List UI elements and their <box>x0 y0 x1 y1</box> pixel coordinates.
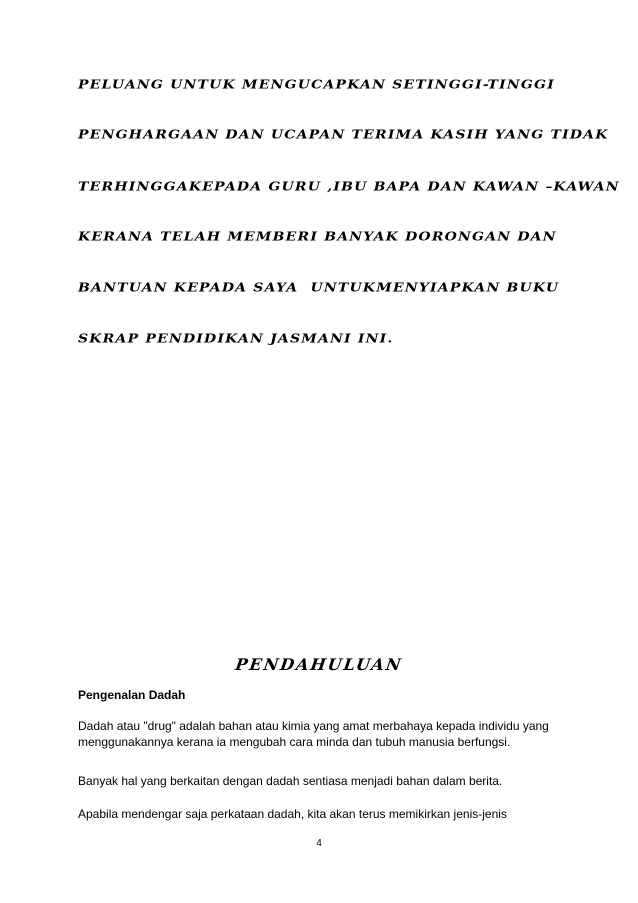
acknowledgement-line-2: PENGHARGAAN DAN UCAPAN TERIMA KASIH YANG TIDAK <box>78 128 609 142</box>
acknowledgement-line-3: TERHINGGAKEPADA GURU ,IBU BAPA DAN KAWAN –KAWAN <box>78 180 620 194</box>
paragraph-1: Dadah atau "drug" adalah bahan atau kimia yang amat merbahaya kepada individu yang menggunakannya kerana ia mengubah cara minda dan tubuh manusia berfungsi. <box>78 719 549 749</box>
section-heading: PENDAHULUAN <box>234 655 404 674</box>
paragraph-2: Banyak hal yang berkaitan dengan dadah sentiasa menjadi bahan dalam berita. <box>78 774 503 788</box>
acknowledgement-line-1: PELUANG UNTUK MENGUCAPKAN SETINGGI-TINGGI <box>78 78 555 92</box>
acknowledgement-line-4: KERANA TELAH MEMBERI BANYAK DORONGAN DAN <box>78 230 557 244</box>
sub-heading: Pengenalan Dadah <box>78 688 186 702</box>
acknowledgement-line-5: BANTUAN KEPADA SAYA UNTUKMENYIAPKAN BUKU <box>78 281 560 295</box>
paragraph-3: Apabila mendengar saja perkataan dadah, kita akan terus memikirkan jenis-jenis <box>78 807 507 821</box>
acknowledgement-line-6: SKRAP PENDIDIKAN JASMANI INI. <box>78 332 394 346</box>
page-number: 4 <box>316 838 322 849</box>
